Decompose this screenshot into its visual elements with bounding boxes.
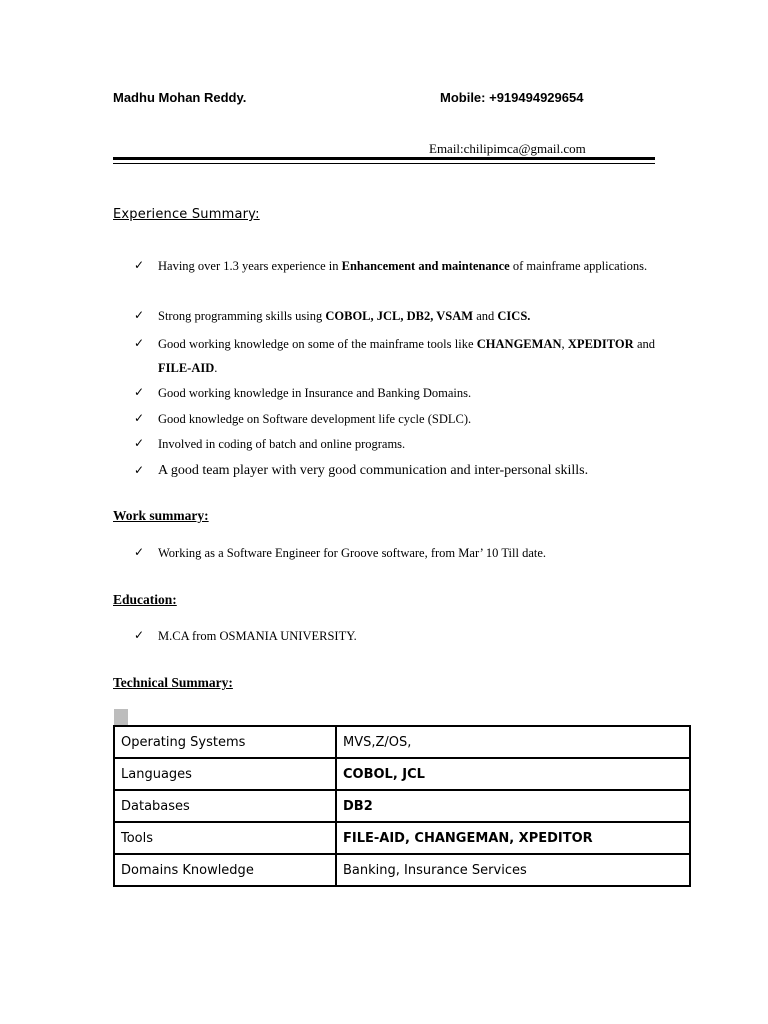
checkmark-icon: ✓ <box>134 308 145 322</box>
table-label-cell: Tools <box>114 822 336 854</box>
experience-item: A good team player with very good communication and inter-personal skills. <box>158 463 589 478</box>
checkmark-icon: ✓ <box>134 436 145 450</box>
education-heading: Education: <box>113 592 177 607</box>
experience-item: Good knowledge on Software development life cycle (SDLC). <box>158 412 472 426</box>
table-row <box>114 790 690 822</box>
mobile-number: Mobile: +919494929654 <box>440 90 584 105</box>
experience-item: Involved in coding of batch and online programs. <box>158 437 406 451</box>
experience-summary-heading: Experience Summary: <box>113 207 260 222</box>
experience-item: Good working knowledge in Insurance and Banking Domains. <box>158 386 472 400</box>
table-row <box>114 758 690 790</box>
table-value-cell: COBOL, JCL <box>336 758 690 790</box>
header-rule-thin <box>113 163 655 164</box>
table-value-cell: DB2 <box>336 790 690 822</box>
checkmark-icon: ✓ <box>134 628 145 642</box>
checkmark-icon: ✓ <box>134 545 145 559</box>
header-rule-thick <box>113 157 655 160</box>
table-label-cell: Languages <box>114 758 336 790</box>
table-value-cell: Banking, Insurance Services <box>336 854 690 886</box>
education-item: M.CA from OSMANIA UNIVERSITY. <box>158 629 357 643</box>
checkmark-icon: ✓ <box>134 411 145 425</box>
experience-item: Strong programming skills using COBOL, JCL, DB2, VSAM and CICS. <box>158 309 531 323</box>
checkmark-icon: ✓ <box>134 385 145 399</box>
checkmark-icon: ✓ <box>134 336 145 350</box>
technical-summary-table <box>113 725 691 887</box>
table-label-cell: Operating Systems <box>114 726 336 758</box>
experience-item: Having over 1.3 years experience in Enhancement and maintenance of mainframe applications. <box>158 259 648 273</box>
technical-summary-heading: Technical Summary: <box>113 675 233 690</box>
table-label-cell: Domains Knowledge <box>114 854 336 886</box>
table-value-cell: FILE-AID, CHANGEMAN, XPEDITOR <box>336 822 690 854</box>
candidate-name: Madhu Mohan Reddy. <box>113 90 247 105</box>
experience-item: Good working knowledge on some of the mainframe tools like CHANGEMAN, XPEDITOR and FILE-AID. <box>158 337 655 375</box>
work-summary-heading: Work summary: <box>113 508 209 523</box>
table-label-cell: Databases <box>114 790 336 822</box>
table-row <box>114 854 690 886</box>
table-value-cell: MVS,Z/OS, <box>336 726 690 758</box>
table-row <box>114 822 690 854</box>
table-anchor-marker <box>114 709 128 725</box>
work-item: Working as a Software Engineer for Groove software, from Mar’ 10 Till date. <box>158 546 547 560</box>
email-address: Email:chilipimca@gmail.com <box>429 141 586 156</box>
checkmark-icon: ✓ <box>134 463 145 477</box>
checkmark-icon: ✓ <box>134 258 145 272</box>
table-row <box>114 726 690 758</box>
